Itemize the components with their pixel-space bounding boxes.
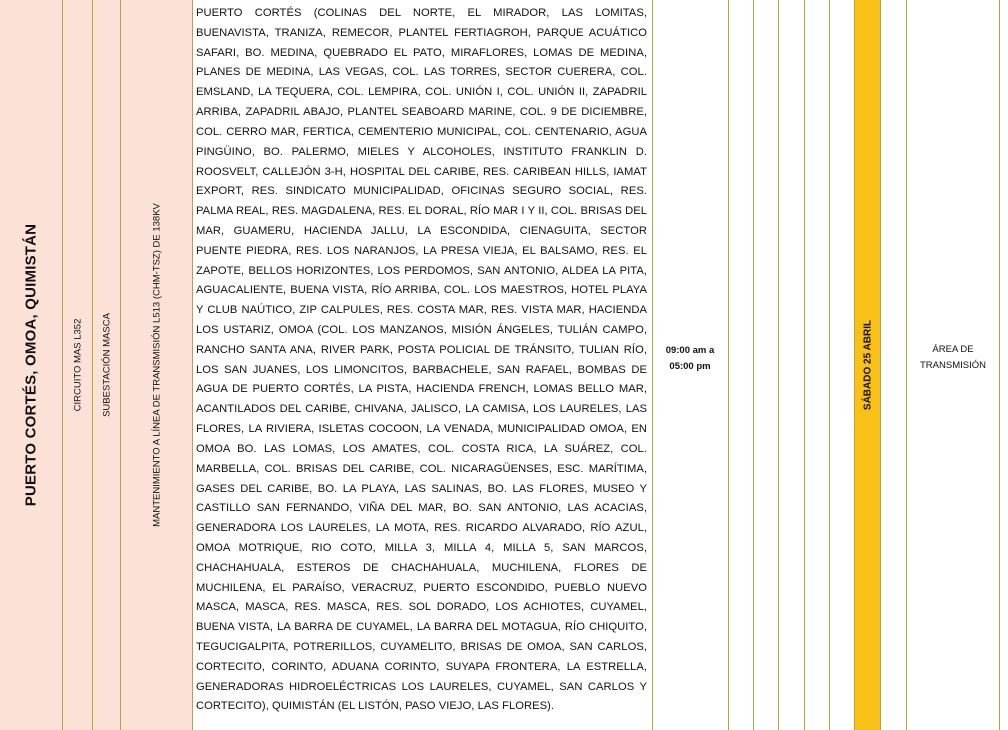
empty-cell xyxy=(829,0,854,730)
region-label: PUERTO CORTÉS, OMOA, QUIMISTÁN xyxy=(22,223,40,507)
affected-locations: PUERTO CORTÉS (COLINAS DEL NORTE, EL MIRADOR, LAS LOMITAS, BUENAVISTA, TRANIZA, REMECOR, PLANTEL FERTIAGROH, PARQUE ACUÁTICO SAFARI, BO. MEDINA, QUEBRADO EL PATO, MIRAFLORES, LOMAS DE MEDINA, PLANES DE MEDINA, LAS VEGAS, COL. LAS TORRES, SECTOR CUERERA, COL. EMSLAND, LA TEQUERA, COL. LEMPIRA, COL. UNIÓN I, COL. UNIÓN II, ZAPADRIL ARRIBA, ZAPADRIL ABAJO, PLANTEL SEABOARD MARINE, COL. 9 DE DICIEMBRE, COL. CERRO MAR, FERTICA, CEMENTERIO MUNICIPAL, COL. CENTENARIO, AGUA PINGÜINO, BO. PALERMO, MIELES Y ALCOHOLES, INSTITUTO FRANKLIN D. ROOSVELT, CALLEJÓN 3-H, HOSPITAL DEL CARIBE, RES. CARIBEAN HILLS, IAMAT EXPORT, RES. SINDICATO MUNICIPALIDAD, OFICINAS SEGURO SOCIAL, RES. PALMA REAL, RES. MAGDALENA, RES. EL DORAL, RÍO MAR I Y II, COL. BRISAS DEL MAR, GUAMERU, HACIENDA JALLU, LA ESCONDIDA, CIENAGUITA, SECTOR PUENTE PIEDRA, RES. LOS NARANJOS, LA PRESA VIEJA, EL BALSAMO, RES. EL ZAPOTE, BELLOS HORIZONTES, LOS PERDOMOS, SAN ANTONIO, ALDEA LA PITA, AGUACALIENTE, BUENA VISTA, RÍO ARRIBA, COL. LOS MAESTROS, HOTEL PLAYA Y CLUB NAÚTICO, ZIP CALPULES, RES. COSTA MAR, RES. VISTA MAR, HACIENDA LOS USTARIZ, OMOA (COL. LOS MANZANOS, MISIÓN ÁNGELES, TULIÁN CAMPO, RANCHO SANTA ANA, RIVER PARK, POSTA POLICIAL DE TRÁNSITO, TULIAN RÍO, LOS SAN JUANES, LOS LIMONCITOS, BARBACHELE, SAN RAFAEL, BOMBAS DE AGUA DE PUERTO CORTÉS, LA PISTA, HACIENDA FRENCH, LOMAS BELLO MAR, ACANTILADOS DEL CARIBE, CHIVANA, JALISCO, LA CAMISA, LOS LAURELES, LAS FLORES, LA RIVIERA, ISLETAS COCOON, LA VENADA, MUNICIPALIDAD OMOA, EN OMOA BO. LAS LOMAS, LOS AMATES, COL. COSTA RICA, LA SUÁREZ, COL. MARBELLA, COL. BRISAS DEL CARIBE, COL. NICARAGÜENSES, ESC. MARÍTIMA, GASES DEL CARIBE, BO. LA PLAYA, LAS SALINAS, BO. LAS FLORES, MUSEO Y CASTILLO SAN FERNANDO, VIÑA DEL MAR, BO. SAN ANTONIO, LAS ACACIAS, GENERADORA LOS LAURELES, LA MOTA, RES. RICARDO ALVARADO, RÍO AZUL, OMOA MOTRIQUE, RIO COTO, MILLA 3, MILLA 4, MILLA 5, SAN MARCOS, CHACHAHUALA, ESTEROS DE CHACHAHUALA, MUCHILENA, FLORES DE MUCHILENA, EL PARAÍSO, VERACRUZ, PUERTO ESCONDIDO, PUEBLO NUEVO MASCA, MASCA, RES. MASCA, RES. SOL DORADO, LOS ACHIOTES, CUYAMEL, BUENA VISTA, LA BARRA DE CUYAMEL, LA BARRA DEL MOTAGUA, RÍO CHIQUITO, TEGUCIGALPITA, POTRERILLOS, CUYAMELITO, BRISAS DE OMOA, SAN CARLOS, CORTECITO, CORINTO, ADUANA CORINTO, SUYAPA FRONTERA, LA ESTRELLA, GENERADORAS HIDROELÉCTRICAS LOS LAURELES, CUYAMEL, SAN CARLOS Y CORTECITO), QUIMISTÁN (EL LISTÓN, PASO VIEJO, LAS FLORES). xyxy=(192,0,652,730)
circuit-cell xyxy=(62,0,92,730)
empty-cell xyxy=(804,0,829,730)
circuit-label: CIRCUITO MAS L352 xyxy=(72,318,83,412)
date-label: SÁBADO 25 ABRIL xyxy=(862,319,873,411)
area-label xyxy=(906,342,1000,374)
empty-cell xyxy=(753,0,778,730)
time-end: 05:00 pm xyxy=(669,361,711,372)
time-start: 09:00 am a xyxy=(665,345,715,356)
substation-cell xyxy=(92,0,120,730)
date-cell xyxy=(854,0,880,730)
area-line2: TRANSMISIÓN xyxy=(920,360,986,371)
work-cell xyxy=(120,0,192,730)
substation-label: SUBESTACIÓN MASCA xyxy=(101,313,112,417)
work-label: MANTENIMIENTO A LÍNEA DE TRANSMISIÓN L513 (CHM-TSZ) DE 138KV xyxy=(151,203,162,527)
area-line1: ÁREA DE xyxy=(932,344,974,355)
empty-cell xyxy=(778,0,804,730)
time-label xyxy=(652,343,728,375)
empty-cell xyxy=(880,0,906,730)
region-cell xyxy=(0,0,62,730)
empty-cell xyxy=(728,0,753,730)
